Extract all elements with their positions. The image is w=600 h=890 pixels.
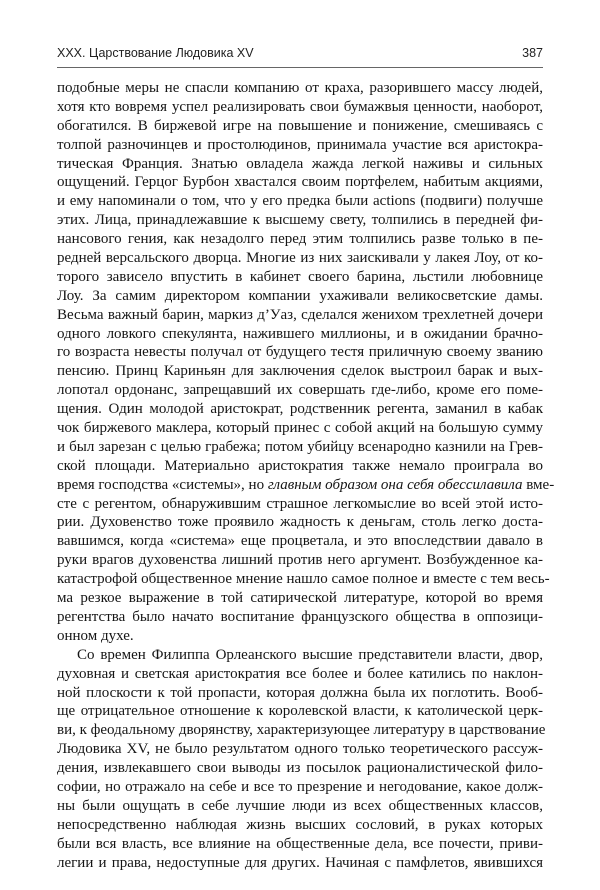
text-line: Лоу. За самим директором компании ухаживали великосветские дамы. [57, 287, 543, 304]
text-line: лопотал ордонанс, запрещавший их совершать где-либо, кроме его поме- [57, 382, 543, 399]
text-line: и ему напоминали о том, что у его предка были actions (подвиги) получше [57, 193, 543, 210]
text-line: дения, извлекавшего свои выводы из посылок рационалистической фило- [57, 760, 543, 777]
text-line: катастрофой общественное мнение нашло самое полное и вместе с тем весь- [57, 571, 550, 588]
text-line: хотя кто вовремя успел реализировать свои бумажвыя ценности, наоборот, [57, 98, 543, 115]
text-run: вме- [522, 476, 555, 493]
text-line: и был зарезан с целью грабежа; потом убийцу всенародно казнили на Грев- [57, 438, 543, 455]
text-line: нансового гения, как незадолго перед этим толпились разве только в пе- [57, 231, 543, 248]
text-line: тическая Франция. Знатью овладела жажда легкой наживы и сильных [57, 155, 543, 172]
text-line: вавшимся, когда «система» еще процветала, и это впоследствии давало в [57, 533, 543, 550]
text-line: были вся власть, все влияние на общественные дела, все почести, приви- [57, 835, 543, 852]
text-line: Со времен Филиппа Орлеанского высшие представители власти, двор, [77, 646, 543, 663]
text-line: руки врагов духовенства лишний против него аргумент. Возбужденное ка- [57, 552, 543, 569]
text-line: подобные меры не спасли компанию от краха, разорившего массу людей, [57, 80, 543, 96]
main-text [57, 79, 555, 872]
text-line: щения. Один молодой аристократ, родственник регента, заманил в кабак [57, 401, 543, 418]
text-run: время господства «системы», но [57, 476, 268, 493]
text-line: ны были ощущать в себе лучшие люди из всех общественных классов, [57, 797, 543, 814]
page-number: 387 [522, 46, 543, 60]
header-rule [57, 67, 543, 68]
text-line: ской площади. Материально аристократия также немало проиграла во [57, 457, 543, 474]
text-line: этих. Лица, принадлежавшие к высшему свету, толпились в передней фи- [57, 212, 543, 229]
chapter-title: XXX. Царствование Людовика XV [57, 46, 254, 60]
text-line: рии. Духовенство тоже проявило жадность к деньгам, столь легко доста- [57, 514, 543, 531]
text-line: ной плоскости к той пропасти, которая должна была их поглотить. Вооб- [57, 684, 543, 701]
text-line: ще отрицательное отношение к королевской власти, к католической церк- [57, 703, 543, 720]
text-line: сте с регентом, обнаружившим страшное легкомыслие во всей этой исто- [57, 495, 543, 512]
text-line: ощущений. Герцог Бурбон хвастался своим портфелем, набитым акциями, [57, 174, 543, 191]
text-line: ма резкое выражение в той сатирической литературе, которой во время [57, 590, 543, 607]
emphasized-text: главным образом она себя обессилавила [267, 476, 523, 493]
text-line-with-emphasis [57, 476, 555, 495]
text-line: легии и права, недоступные для других. Начиная с памфлетов, явившихся [57, 854, 543, 871]
text-line: Людовика XV, не было результатом одного только теоретического рассуж- [57, 741, 543, 758]
running-head [57, 46, 543, 64]
text-line: толпой разночинцев и простолюдинов, принимала участие вся аристокра- [57, 136, 543, 153]
paragraph-2 [57, 646, 546, 873]
text-line: торого зависело впустить в кабинет своего барина, льстили любовнице [57, 268, 543, 285]
text-line: редней версальского дворца. Многие из них заискивали у лакея Лоу, от ко- [57, 250, 543, 267]
text-line: пенсию. Принц Кариньян для заключения сделок выстроил барак и вых- [57, 363, 543, 380]
text-line: софии, но отражало на себе и все то презрение и негодование, какое долж- [57, 778, 543, 795]
text-line: го возраста невесты получал от будущего тестя приличную своему званию [57, 344, 543, 361]
text-line: Весьма важный барин, маркиз д’Уаз, сделался женихом трехлетней дочери [57, 306, 543, 323]
text-line: ви, к феодальному дворянству, характеризующее литературу в царствование [57, 722, 546, 739]
text-line: онном духе. [57, 627, 134, 644]
text-line: непосредственно наблюдая жизнь высших сословий, в руках которых [57, 816, 543, 833]
text-line: одного ловкого спекулянта, нажившего миллионы, и в ожидании брачно- [57, 325, 543, 342]
text-line: обогатился. В биржевой игре на повышение и понижение, смешиваясь с [57, 117, 543, 134]
paragraph-1 [57, 79, 555, 646]
text-line: чок биржевого маклера, который принес с собой акций на большую сумму [57, 420, 543, 437]
text-line: духовная и светская аристократия все более и более катились по наклон- [57, 665, 543, 682]
text-line: регентства было начато воспитание французского общества в оппозици- [57, 608, 543, 625]
